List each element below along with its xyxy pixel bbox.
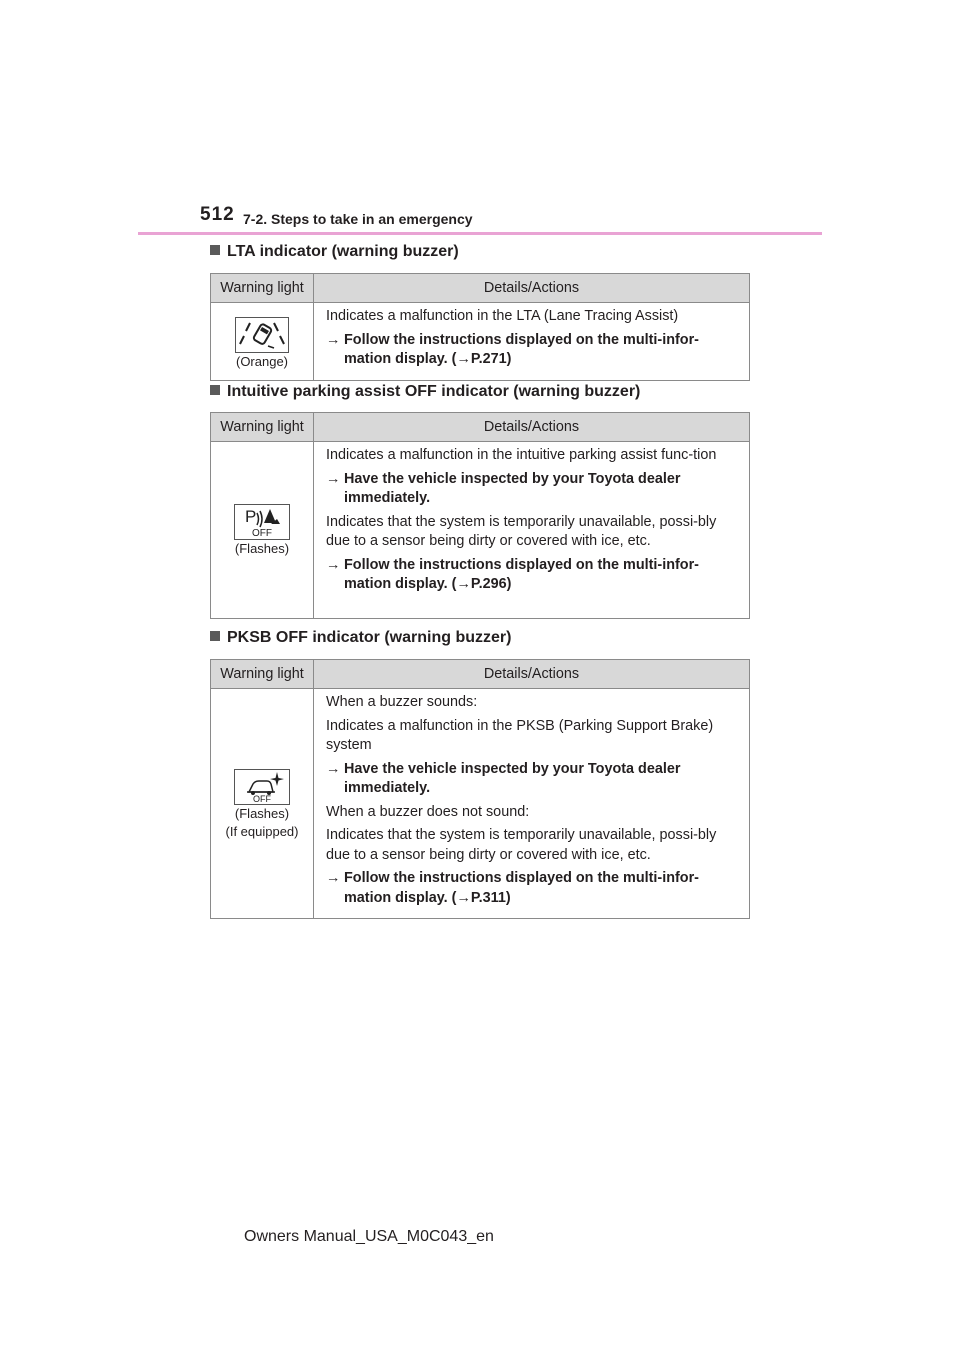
pksb-action-1-text: Have the vehicle inspected by your Toyota dealer immediately. xyxy=(344,760,681,796)
pksb-icon-label: OFF xyxy=(253,793,271,804)
lta-lane-icon xyxy=(235,317,289,353)
parking-assist-ref-close: ) xyxy=(506,576,512,592)
arrow-right-icon: → xyxy=(456,889,471,906)
lta-action-text: Follow the instructions displayed on the multi-infor-mation display. ( xyxy=(344,331,699,367)
parking-assist-row xyxy=(211,442,750,619)
square-bullet-icon xyxy=(210,385,220,395)
parking-assist-heading-text: Intuitive parking assist OFF indicator (warning buzzer) xyxy=(227,383,641,400)
pksb-icon-cell xyxy=(211,689,314,919)
parking-assist-action-2-text: Follow the instructions displayed on the multi-infor-mation display. ( xyxy=(344,556,699,592)
parking-assist-details-cell xyxy=(314,442,750,619)
lta-heading-text: LTA indicator (warning buzzer) xyxy=(227,243,459,260)
arrow-right-icon: → xyxy=(326,760,341,777)
parking-assist-icon-label: OFF xyxy=(252,528,272,539)
pksb-row xyxy=(211,689,750,919)
pksb-col-details: Details/Actions xyxy=(314,660,750,689)
svg-text:P: P xyxy=(245,507,257,526)
pksb-caption-1: (Flashes) xyxy=(234,805,290,821)
lta-action xyxy=(326,331,743,370)
arrow-right-icon: → xyxy=(326,870,341,886)
pksb-table xyxy=(210,659,750,919)
pksb-action-2-text: Follow the instructions displayed on the multi-infor-mation display. ( xyxy=(344,870,699,906)
parking-assist-heading xyxy=(210,383,640,401)
parking-assist-action-2 xyxy=(326,556,743,595)
arrow-right-icon: → xyxy=(326,331,341,348)
lta-page-ref-link[interactable]: P.271 xyxy=(470,351,507,367)
lta-detail-text: Indicates a malfunction in the LTA (Lane Tracing Assist) xyxy=(326,308,679,324)
arrow-right-icon: → xyxy=(326,470,341,487)
pksb-detail-text-2: Indicates a malfunction in the PKSB (Parking Support Brake) system xyxy=(326,717,714,753)
pksb-details-cell xyxy=(314,689,750,919)
pksb-detail-text-1: When a buzzer sounds: xyxy=(326,694,478,710)
lta-heading xyxy=(210,243,459,261)
pksb-detail-text-3: When a buzzer does not sound: xyxy=(326,803,530,820)
pksb-header-row xyxy=(211,660,750,689)
pksb-col-warning-light: Warning light xyxy=(211,660,314,689)
parking-assist-col-details: Details/Actions xyxy=(314,413,750,442)
lta-details-cell xyxy=(314,303,750,381)
pksb-action-1 xyxy=(326,760,743,799)
parking-assist-col-warning-light: Warning light xyxy=(211,413,314,442)
parking-assist-off-icon xyxy=(234,504,290,540)
parking-assist-header-row xyxy=(211,413,750,442)
parking-assist-caption: (Flashes) xyxy=(234,541,290,556)
pksb-action-2 xyxy=(326,869,743,908)
parking-assist-detail-text-1: Indicates a malfunction in the intuitive parking assist func-tion xyxy=(326,447,717,463)
lta-row xyxy=(211,303,750,381)
parking-assist-table xyxy=(210,412,750,619)
lta-col-warning-light: Warning light xyxy=(211,274,314,303)
square-bullet-icon xyxy=(210,245,220,255)
header-divider xyxy=(138,232,822,235)
lta-header-row xyxy=(211,274,750,303)
pksb-heading xyxy=(210,629,511,647)
parking-assist-detail-text-2: Indicates that the system is temporarily unavailable, possi-bly due to a sensor being dirty or covered with ice, etc. xyxy=(326,513,717,549)
parking-assist-icon-cell xyxy=(211,442,314,619)
pksb-detail-text-4: Indicates that the system is temporarily unavailable, possi-bly due to a sensor being dirty or covered with ice, etc. xyxy=(326,827,717,863)
parking-assist-action-1-text: Have the vehicle inspected by your Toyota dealer immediately. xyxy=(344,470,681,506)
footer-text: Owners Manual_USA_M0C043_en xyxy=(244,1228,494,1245)
pksb-off-icon xyxy=(234,769,290,805)
square-bullet-icon xyxy=(210,631,220,641)
parking-assist-page-ref-link[interactable]: P.296 xyxy=(470,576,507,592)
section-title: 7-2. Steps to take in an emergency xyxy=(243,211,473,227)
pksb-heading-text: PKSB OFF indicator (warning buzzer) xyxy=(227,629,512,646)
pksb-caption-2: (If equipped) xyxy=(225,823,299,839)
lta-table xyxy=(210,273,750,381)
lta-caption: (Orange) xyxy=(235,354,289,370)
arrow-right-icon: → xyxy=(326,556,341,573)
arrow-right-icon: → xyxy=(456,576,471,592)
lta-col-details: Details/Actions xyxy=(314,274,750,303)
parking-assist-action-1 xyxy=(326,470,743,509)
pksb-page-ref-link[interactable]: P.311 xyxy=(470,889,506,906)
lta-icon-cell xyxy=(211,303,314,381)
lta-ref-close: ) xyxy=(506,351,512,367)
arrow-right-icon: → xyxy=(456,351,471,367)
pksb-ref-close: ) xyxy=(505,889,511,906)
page-number: 512 xyxy=(200,204,235,225)
